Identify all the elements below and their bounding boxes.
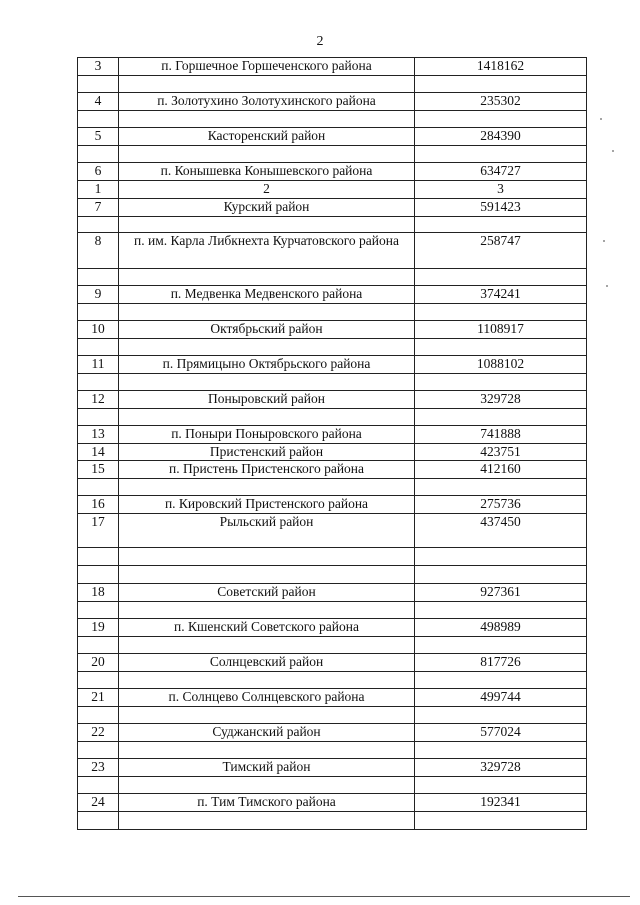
page-number: 2 bbox=[316, 34, 324, 49]
locality-cell: п. Медвенка Медвенского района bbox=[119, 286, 415, 304]
value-cell: 412160 bbox=[415, 461, 587, 479]
table-spacer-row bbox=[78, 479, 587, 496]
row-number-cell bbox=[78, 374, 119, 391]
value-cell: 374241 bbox=[415, 286, 587, 304]
value-cell: 284390 bbox=[415, 128, 587, 146]
value-cell bbox=[415, 672, 587, 689]
table-row bbox=[78, 426, 587, 444]
row-number-cell: 24 bbox=[78, 794, 119, 812]
row-number-cell: 20 bbox=[78, 654, 119, 672]
table-body bbox=[78, 58, 587, 830]
value-cell bbox=[415, 304, 587, 321]
locality-cell: п. Тим Тимского района bbox=[119, 794, 415, 812]
value-cell bbox=[415, 602, 587, 619]
row-number-cell bbox=[78, 146, 119, 163]
locality-cell bbox=[119, 777, 415, 794]
table-row bbox=[78, 584, 587, 602]
locality-cell bbox=[119, 374, 415, 391]
row-number-cell: 13 bbox=[78, 426, 119, 444]
table-row bbox=[78, 199, 587, 217]
table-spacer-row bbox=[78, 111, 587, 128]
row-number-cell: 18 bbox=[78, 584, 119, 602]
locality-cell: п. Золотухино Золотухинского района bbox=[119, 93, 415, 111]
locality-cell bbox=[119, 339, 415, 356]
table-row bbox=[78, 286, 587, 304]
locality-cell: Советский район bbox=[119, 584, 415, 602]
value-cell bbox=[415, 111, 587, 128]
table-spacer-row bbox=[78, 76, 587, 93]
table-spacer-row bbox=[78, 777, 587, 794]
locality-cell: Поныровский район bbox=[119, 391, 415, 409]
row-number-cell bbox=[78, 777, 119, 794]
table-spacer-row bbox=[78, 217, 587, 233]
table-row bbox=[78, 233, 587, 269]
table-spacer-row bbox=[78, 707, 587, 724]
row-number-cell bbox=[78, 339, 119, 356]
value-cell: 1088102 bbox=[415, 356, 587, 374]
row-number-cell: 11 bbox=[78, 356, 119, 374]
value-cell: 499744 bbox=[415, 689, 587, 707]
locality-cell: Суджанский район bbox=[119, 724, 415, 742]
locality-cell: Тимский район bbox=[119, 759, 415, 777]
locality-cell bbox=[119, 76, 415, 93]
row-number-cell bbox=[78, 217, 119, 233]
value-cell bbox=[415, 217, 587, 233]
page-bottom-rule bbox=[18, 896, 630, 897]
table-row bbox=[78, 794, 587, 812]
table-spacer-row bbox=[78, 742, 587, 759]
table-row bbox=[78, 163, 587, 181]
locality-cell bbox=[119, 812, 415, 830]
locality-cell: п. Конышевка Конышевского района bbox=[119, 163, 415, 181]
value-cell bbox=[415, 374, 587, 391]
table-row bbox=[78, 461, 587, 479]
value-cell: 498989 bbox=[415, 619, 587, 637]
row-number-cell: 23 bbox=[78, 759, 119, 777]
row-number-cell bbox=[78, 409, 119, 426]
locality-cell: п. им. Карла Либкнехта Курчатовского района bbox=[119, 233, 415, 269]
table-row bbox=[78, 514, 587, 548]
table-spacer-row bbox=[78, 602, 587, 619]
row-number-cell: 4 bbox=[78, 93, 119, 111]
row-number-cell: 3 bbox=[78, 58, 119, 76]
row-number-cell bbox=[78, 304, 119, 321]
locality-cell: Курский район bbox=[119, 199, 415, 217]
locality-cell bbox=[119, 146, 415, 163]
locality-cell bbox=[119, 672, 415, 689]
locality-cell: п. Кировский Пристенского района bbox=[119, 496, 415, 514]
value-cell: 634727 bbox=[415, 163, 587, 181]
locality-cell bbox=[119, 409, 415, 426]
value-cell: 192341 bbox=[415, 794, 587, 812]
locality-cell: п. Пристень Пристенского района bbox=[119, 461, 415, 479]
locality-cell bbox=[119, 566, 415, 584]
locality-cell: п. Прямицыно Октябрьского района bbox=[119, 356, 415, 374]
value-cell: 3 bbox=[415, 181, 587, 199]
table-row bbox=[78, 759, 587, 777]
row-number-cell bbox=[78, 637, 119, 654]
value-cell bbox=[415, 812, 587, 830]
row-number-cell: 5 bbox=[78, 128, 119, 146]
value-cell: 577024 bbox=[415, 724, 587, 742]
row-number-cell: 21 bbox=[78, 689, 119, 707]
row-number-cell: 10 bbox=[78, 321, 119, 339]
row-number-cell: 22 bbox=[78, 724, 119, 742]
table-spacer-row bbox=[78, 339, 587, 356]
row-number-cell: 6 bbox=[78, 163, 119, 181]
value-cell: 423751 bbox=[415, 444, 587, 461]
value-cell bbox=[415, 76, 587, 93]
table-spacer-row bbox=[78, 409, 587, 426]
locality-cell bbox=[119, 707, 415, 724]
locality-cell bbox=[119, 304, 415, 321]
value-cell: 235302 bbox=[415, 93, 587, 111]
table-spacer-row bbox=[78, 304, 587, 321]
table-row bbox=[78, 654, 587, 672]
value-cell: 275736 bbox=[415, 496, 587, 514]
table-spacer-row bbox=[78, 812, 587, 830]
table-row bbox=[78, 356, 587, 374]
table-spacer-row bbox=[78, 374, 587, 391]
table-row bbox=[78, 689, 587, 707]
value-cell: 927361 bbox=[415, 584, 587, 602]
table-row bbox=[78, 496, 587, 514]
table-spacer-row bbox=[78, 146, 587, 163]
row-number-cell bbox=[78, 812, 119, 830]
row-number-cell: 16 bbox=[78, 496, 119, 514]
value-cell: 741888 bbox=[415, 426, 587, 444]
locality-cell: Касторенский район bbox=[119, 128, 415, 146]
row-number-cell: 7 bbox=[78, 199, 119, 217]
value-cell bbox=[415, 269, 587, 286]
row-number-cell bbox=[78, 602, 119, 619]
scan-speck bbox=[600, 118, 602, 120]
locality-cell: Октябрьский район bbox=[119, 321, 415, 339]
table-row bbox=[78, 93, 587, 111]
locality-cell: п. Кшенский Советского района bbox=[119, 619, 415, 637]
table-spacer-row bbox=[78, 672, 587, 689]
data-table bbox=[77, 57, 587, 830]
value-cell: 329728 bbox=[415, 391, 587, 409]
table-row bbox=[78, 128, 587, 146]
value-cell: 329728 bbox=[415, 759, 587, 777]
locality-cell: п. Солнцево Солнцевского района bbox=[119, 689, 415, 707]
row-number-cell: 14 bbox=[78, 444, 119, 461]
scan-speck bbox=[612, 150, 614, 152]
locality-cell bbox=[119, 548, 415, 566]
value-cell bbox=[415, 146, 587, 163]
locality-cell bbox=[119, 111, 415, 128]
row-number-cell bbox=[78, 548, 119, 566]
locality-cell bbox=[119, 602, 415, 619]
locality-cell: Рыльский район bbox=[119, 514, 415, 548]
row-number-cell: 15 bbox=[78, 461, 119, 479]
value-cell bbox=[415, 742, 587, 759]
value-cell bbox=[415, 777, 587, 794]
locality-cell bbox=[119, 269, 415, 286]
row-number-cell: 8 bbox=[78, 233, 119, 269]
table-row bbox=[78, 724, 587, 742]
scan-speck bbox=[603, 240, 605, 242]
row-number-cell: 1 bbox=[78, 181, 119, 199]
value-cell: 591423 bbox=[415, 199, 587, 217]
value-cell bbox=[415, 409, 587, 426]
row-number-cell bbox=[78, 742, 119, 759]
row-number-cell bbox=[78, 707, 119, 724]
row-number-cell bbox=[78, 111, 119, 128]
table-spacer-row bbox=[78, 566, 587, 584]
value-cell bbox=[415, 548, 587, 566]
row-number-cell bbox=[78, 672, 119, 689]
value-cell: 1108917 bbox=[415, 321, 587, 339]
locality-cell bbox=[119, 637, 415, 654]
row-number-cell: 12 bbox=[78, 391, 119, 409]
table-spacer-row bbox=[78, 269, 587, 286]
row-number-cell bbox=[78, 76, 119, 93]
table-row bbox=[78, 444, 587, 461]
value-cell: 437450 bbox=[415, 514, 587, 548]
value-cell bbox=[415, 339, 587, 356]
value-cell: 817726 bbox=[415, 654, 587, 672]
value-cell: 258747 bbox=[415, 233, 587, 269]
locality-cell: п. Горшечное Горшеченского района bbox=[119, 58, 415, 76]
row-number-cell bbox=[78, 479, 119, 496]
table-row bbox=[78, 58, 587, 76]
locality-cell: Пристенский район bbox=[119, 444, 415, 461]
locality-cell bbox=[119, 217, 415, 233]
value-cell bbox=[415, 637, 587, 654]
value-cell bbox=[415, 707, 587, 724]
row-number-cell bbox=[78, 566, 119, 584]
row-number-cell: 19 bbox=[78, 619, 119, 637]
row-number-cell bbox=[78, 269, 119, 286]
table-spacer-row bbox=[78, 637, 587, 654]
table-row bbox=[78, 181, 587, 199]
locality-cell bbox=[119, 479, 415, 496]
value-cell bbox=[415, 566, 587, 584]
table-row bbox=[78, 321, 587, 339]
value-cell bbox=[415, 479, 587, 496]
locality-cell: п. Поныри Поныровского района bbox=[119, 426, 415, 444]
table-spacer-row bbox=[78, 548, 587, 566]
locality-cell bbox=[119, 742, 415, 759]
locality-cell: Солнцевский район bbox=[119, 654, 415, 672]
row-number-cell: 17 bbox=[78, 514, 119, 548]
value-cell: 1418162 bbox=[415, 58, 587, 76]
locality-cell: 2 bbox=[119, 181, 415, 199]
table-row bbox=[78, 619, 587, 637]
scan-speck bbox=[606, 285, 608, 287]
table-row bbox=[78, 391, 587, 409]
row-number-cell: 9 bbox=[78, 286, 119, 304]
